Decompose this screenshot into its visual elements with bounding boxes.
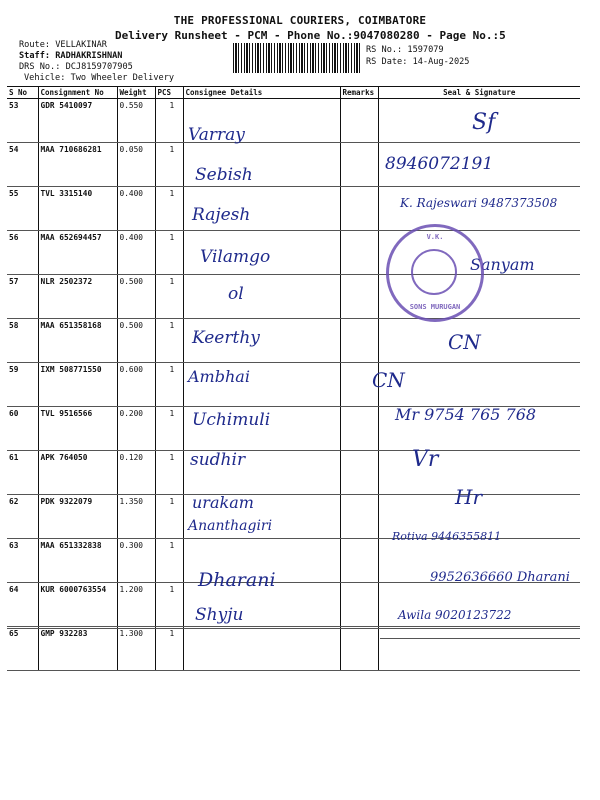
cell-consignment: GDR 5410097 <box>38 99 117 143</box>
seal-inner-ring <box>411 249 457 295</box>
cell-pcs: 1 <box>155 319 183 363</box>
cell-sno: 65 <box>7 627 38 671</box>
handwritten-signature: 8946072191 <box>385 154 494 174</box>
col-signature: Seal & Signature <box>378 87 580 99</box>
cell-remarks <box>340 451 378 495</box>
cell-remarks <box>340 583 378 627</box>
cell-sno: 54 <box>7 143 38 187</box>
handwritten-consignee: Shyju <box>195 605 244 625</box>
handwritten-consignee: Keerthy <box>192 328 260 348</box>
cell-weight: 0.050 <box>117 143 155 187</box>
table-row <box>7 451 580 495</box>
cell-consignment: TVL 3315140 <box>38 187 117 231</box>
handwritten-signature: Hr <box>455 485 483 509</box>
cell-remarks <box>340 99 378 143</box>
table-row <box>7 319 580 363</box>
cell-signature <box>378 627 580 671</box>
col-remarks: Remarks <box>340 87 378 99</box>
vehicle-label: Vehicle: Two Wheeler Delivery <box>24 73 175 83</box>
rs-date: RS Date: 14-Aug-2025 <box>366 57 470 67</box>
handwritten-signature: Mr 9754 765 768 <box>395 405 537 424</box>
cell-remarks <box>340 627 378 671</box>
cell-consignment: NLR 2502372 <box>38 275 117 319</box>
cell-weight: 0.200 <box>117 407 155 451</box>
cell-remarks <box>340 187 378 231</box>
cell-consignment: IXM 508771550 <box>38 363 117 407</box>
handwritten-signature: 9952636660 Dharani <box>430 570 570 585</box>
cell-weight: 0.600 <box>117 363 155 407</box>
cell-consignee <box>183 627 340 671</box>
cell-sno: 58 <box>7 319 38 363</box>
cell-remarks <box>340 143 378 187</box>
cell-consignment: KUR 6000763554 <box>38 583 117 627</box>
handwritten-consignee: Vilamgo <box>200 247 271 267</box>
cell-remarks <box>340 407 378 451</box>
cell-sno: 56 <box>7 231 38 275</box>
company-seal-stamp <box>386 224 484 322</box>
cell-sno: 60 <box>7 407 38 451</box>
table-row <box>7 143 580 187</box>
cell-pcs: 1 <box>155 539 183 583</box>
table-row <box>7 275 580 319</box>
cell-remarks <box>340 319 378 363</box>
cell-weight: 0.120 <box>117 451 155 495</box>
cell-sno: 59 <box>7 363 38 407</box>
cell-consignment: MAA 651332838 <box>38 539 117 583</box>
cell-weight: 0.500 <box>117 275 155 319</box>
cell-sno: 57 <box>7 275 38 319</box>
cell-consignment: TVL 9516566 <box>38 407 117 451</box>
staff-label: Staff: RADHAKRISHNAN <box>19 51 123 61</box>
handwritten-consignee: Ananthagiri <box>188 518 273 534</box>
cell-pcs: 1 <box>155 187 183 231</box>
signature-rule <box>380 638 580 639</box>
barcode <box>233 43 361 73</box>
handwritten-signature: Sf <box>472 110 496 135</box>
table-bottom-rule <box>7 628 580 629</box>
table-row <box>7 363 580 407</box>
handwritten-signature: Rotiva 9446355811 <box>392 530 502 543</box>
cell-weight: 0.300 <box>117 539 155 583</box>
handwritten-consignee: sudhir <box>190 450 246 470</box>
cell-signature <box>378 363 580 407</box>
cell-consignee <box>183 275 340 319</box>
cell-consignment: MAA 652694457 <box>38 231 117 275</box>
cell-sno: 64 <box>7 583 38 627</box>
col-weight: Weight <box>117 87 155 99</box>
cell-consignment: APK 764050 <box>38 451 117 495</box>
seal-bottom-text: SONS MURUGAN <box>409 303 461 311</box>
cell-remarks <box>340 275 378 319</box>
cell-weight: 0.500 <box>117 319 155 363</box>
col-consignee: Consignee Details <box>183 87 340 99</box>
handwritten-consignee: Ambhai <box>188 367 250 386</box>
cell-pcs: 1 <box>155 627 183 671</box>
cell-weight: 1.350 <box>117 495 155 539</box>
handwritten-consignee: Dharani <box>198 569 276 591</box>
cell-weight: 1.300 <box>117 627 155 671</box>
cell-weight: 1.200 <box>117 583 155 627</box>
col-consignment: Consignment No <box>38 87 117 99</box>
handwritten-consignee: urakam <box>192 493 254 512</box>
cell-pcs: 1 <box>155 143 183 187</box>
cell-sno: 63 <box>7 539 38 583</box>
cell-pcs: 1 <box>155 99 183 143</box>
cell-pcs: 1 <box>155 407 183 451</box>
cell-pcs: 1 <box>155 275 183 319</box>
handwritten-signature: K. Rajeswari 9487373508 <box>400 196 558 210</box>
cell-remarks <box>340 539 378 583</box>
handwritten-consignee: ol <box>228 284 244 304</box>
cell-remarks <box>340 495 378 539</box>
cell-weight: 0.400 <box>117 231 155 275</box>
handwritten-signature: Awila 9020123722 <box>398 608 512 622</box>
cell-sno: 62 <box>7 495 38 539</box>
handwritten-signature: Vr <box>412 447 439 472</box>
cell-weight: 0.550 <box>117 99 155 143</box>
cell-consignment: GMP 932283 <box>38 627 117 671</box>
col-sno: S No <box>7 87 38 99</box>
cell-pcs: 1 <box>155 451 183 495</box>
table-header <box>7 87 580 99</box>
cell-consignment: PDK 9322079 <box>38 495 117 539</box>
handwritten-consignee: Rajesh <box>192 205 251 225</box>
cell-sno: 53 <box>7 99 38 143</box>
cell-pcs: 1 <box>155 495 183 539</box>
handwritten-consignee: Varray <box>188 125 245 145</box>
cell-weight: 0.400 <box>117 187 155 231</box>
handwritten-signature: CN <box>372 368 405 392</box>
cell-consignment: MAA 710686281 <box>38 143 117 187</box>
cell-sno: 55 <box>7 187 38 231</box>
handwritten-signature: CN <box>448 330 481 354</box>
seal-top-text: V.K. <box>426 233 444 241</box>
cell-pcs: 1 <box>155 363 183 407</box>
drs-number: DRS No.: DCJ8159707905 <box>19 62 133 72</box>
table-row <box>7 627 580 671</box>
route-label: Route: VELLAKINAR <box>19 40 107 50</box>
cell-remarks <box>340 231 378 275</box>
handwritten-consignee: Sebish <box>195 165 253 185</box>
cell-pcs: 1 <box>155 583 183 627</box>
handwritten-consignee: Uchimuli <box>192 410 271 430</box>
col-pcs: PCS <box>155 87 183 99</box>
cell-consignment: MAA 651358168 <box>38 319 117 363</box>
company-title: THE PROFESSIONAL COURIERS, COIMBATORE <box>173 14 427 27</box>
cell-pcs: 1 <box>155 231 183 275</box>
runsheet-title: Delivery Runsheet - PCM - Phone No.:9047080280 - Page No.:5 <box>115 29 506 42</box>
rs-number: RS No.: 1597079 <box>366 45 444 55</box>
cell-sno: 61 <box>7 451 38 495</box>
handwritten-signature: Sanyam <box>470 255 535 274</box>
